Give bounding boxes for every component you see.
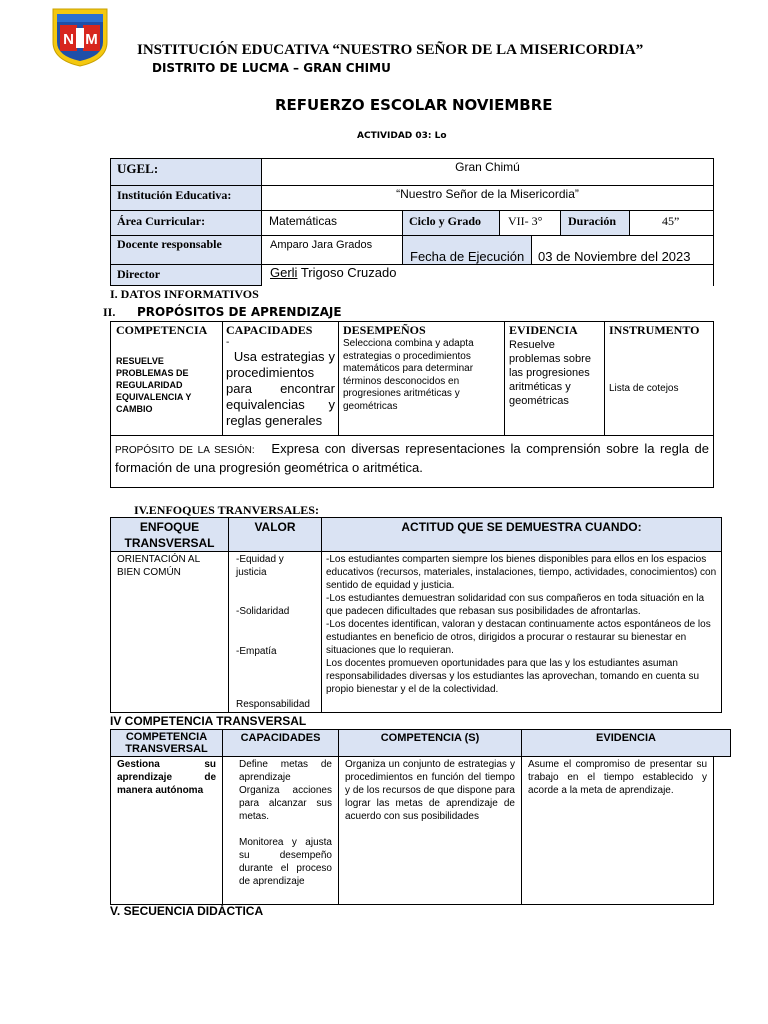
docente-label: Docente responsable	[117, 237, 222, 251]
section-datos-informativos: I. DATOS INFORMATIVOS	[110, 287, 259, 301]
enfoque-value: ORIENTACIÓN AL BIEN COMÚN	[117, 554, 200, 578]
director-first-name: Gerli	[270, 265, 298, 280]
evidencia-header: EVIDENCIA	[509, 323, 578, 337]
svg-text:N: N	[63, 31, 74, 48]
desempenos-header: DESEMPEÑOS	[343, 323, 426, 337]
area-label: Área Curricular:	[117, 214, 206, 228]
capacidades2-header: CAPACIDADES	[240, 732, 321, 744]
actitud-1: -Los estudiantes comparten siempre los bienes disponibles para ellos en los espacios educativos (recursos, materiales, instalaciones, tiempo, actividades, conocimientos) con sentido de equidad y justicia.	[326, 554, 717, 591]
desempenos-value: Selecciona combina y adapta estrategias o procedimientos matemáticos para determinar términos desconocidos en progresiones aritméticas y geométricas	[343, 338, 474, 412]
competencia-value: RESUELVE PROBLEMAS DE REGULARIDAD EQUIVALENCIA Y CAMBIO	[116, 356, 192, 414]
proposito-label: PROPÓSITO DE LA SESIÓN:	[115, 445, 255, 456]
comp-transversal-header: COMPETENCIA TRANSVERSAL	[125, 731, 208, 755]
section-secuencia-didactica: V. SECUENCIA DIDÁCTICA	[110, 904, 264, 918]
docente-value: Amparo Jara Grados	[270, 239, 373, 251]
actitud-2: -Los estudiantes demuestran solidaridad con sus compañeros en toda situación en la que padecen dificultades que rebasan sus posibilidades de afrontarlas.	[326, 593, 705, 617]
ie-value: “Nuestro Señor de la Misericordia”	[396, 187, 579, 201]
section-propositos: PROPÓSITOS DE APRENDIZAJE	[137, 305, 342, 319]
school-logo	[50, 6, 110, 68]
competencias-value: Organiza un conjunto de estrategias y procedimientos en función del tiempo y de los recursos de que dispone para lograr las metas de aprendizaje de acuerdo con sus posibilidades	[345, 759, 515, 822]
capacidades2-value-2: Monitorea y ajusta su desempeño durante el proceso de aprendizaje	[239, 837, 332, 887]
page-title-right: NOVIEMBRE	[452, 96, 553, 114]
capacidades-dash: -	[226, 337, 230, 348]
valor-empatia: -Empatía	[236, 646, 277, 657]
proposito-sesion	[115, 439, 709, 477]
fecha-value: 03 de Noviembre del 2023	[538, 249, 691, 264]
evidencia2-value: Asume el compromiso de presentar su trabajo en el tiempo establecido y acorde a la meta de aprendizaje.	[528, 759, 707, 796]
actitud-3: -Los docentes identifican, valoran y destacan continuamente actos espontáneos de los estudiantes en beneficio de otros, dirigidos a procurar o restaurar su bienestar en situaciones que lo requieran.	[326, 619, 711, 656]
capacidades-value	[226, 349, 335, 429]
ie-label: Institución Educativa:	[117, 188, 232, 202]
ugel-label: UGEL:	[117, 161, 159, 176]
area-value: Matemáticas	[269, 214, 338, 228]
page-title-left: REFUERZO ESCOLAR	[275, 96, 448, 114]
district-name: DISTRITO DE LUCMA – GRAN CHIMU	[152, 61, 391, 75]
evidencia2-header: EVIDENCIA	[596, 732, 656, 744]
director-value	[262, 265, 713, 281]
ugel-value: Gran Chimú	[455, 160, 520, 174]
duracion-value: 45”	[662, 214, 680, 228]
proposito-text: Expresa con diversas representaciones la comprensión sobre la regla de formación de una progresión geométrica o aritmética.	[115, 441, 709, 475]
valor-header: VALOR	[254, 520, 296, 534]
capacidades-text: Usa estrategias y procedimientos para encontrar equivalencias y reglas generales	[226, 349, 335, 428]
shield-logo-icon	[50, 6, 110, 68]
activity-label: ACTIVIDAD 03: Lo	[357, 131, 447, 141]
fecha-label: Fecha de Ejecución	[410, 249, 525, 264]
ciclo-value: VII- 3°	[508, 214, 543, 228]
valor-equidad: -Equidad y justicia	[236, 554, 284, 578]
actitud-4: Los docentes promueven oportunidades para que las y los estudiantes asuman responsabilidades diversas y los estudiantes las aprovechan, tomando en cuenta su propio bienestar y el de la colectividad.	[326, 658, 700, 695]
section-2-number: II.	[103, 305, 116, 319]
ciclo-label: Ciclo y Grado	[409, 214, 481, 228]
capacidades2-value-1: Define metas de aprendizaje Organiza acciones para alcanzar sus metas.	[239, 759, 332, 822]
director-last-name: Trigoso Cruzado	[297, 265, 397, 280]
valor-responsabilidad: Responsabilidad	[236, 699, 310, 710]
instrumento-value: Lista de cotejos	[609, 383, 679, 394]
director-label: Director	[117, 267, 161, 281]
instrumento-header: INSTRUMENTO	[609, 323, 700, 337]
capacidades-header: CAPACIDADES	[226, 323, 313, 337]
section-enfoques: IV.ENFOQUES TRANVERSALES:	[134, 503, 319, 517]
school-name: INSTITUCIÓN EDUCATIVA “NUESTRO SEÑOR DE LA MISERICORDIA”	[137, 42, 644, 58]
valor-solidaridad: -Solidaridad	[236, 606, 290, 617]
actitud-header: ACTITUD QUE SE DEMUESTRA CUANDO:	[401, 520, 642, 534]
competencia-header: COMPETENCIA	[116, 323, 208, 337]
enfoque-header: ENFOQUE TRANSVERSAL	[124, 520, 215, 550]
duracion-label: Duración	[568, 214, 616, 228]
competencias-header: COMPETENCIA (S)	[380, 732, 480, 744]
svg-text:M: M	[85, 31, 98, 48]
evidencia-value: Resuelve problemas sobre las progresiones aritméticas y geométricas	[509, 339, 591, 407]
section-competencia-transversal: IV COMPETENCIA TRANSVERSAL	[110, 714, 307, 728]
comp-transversal-value: Gestiona su aprendizaje de manera autónoma	[117, 759, 216, 796]
